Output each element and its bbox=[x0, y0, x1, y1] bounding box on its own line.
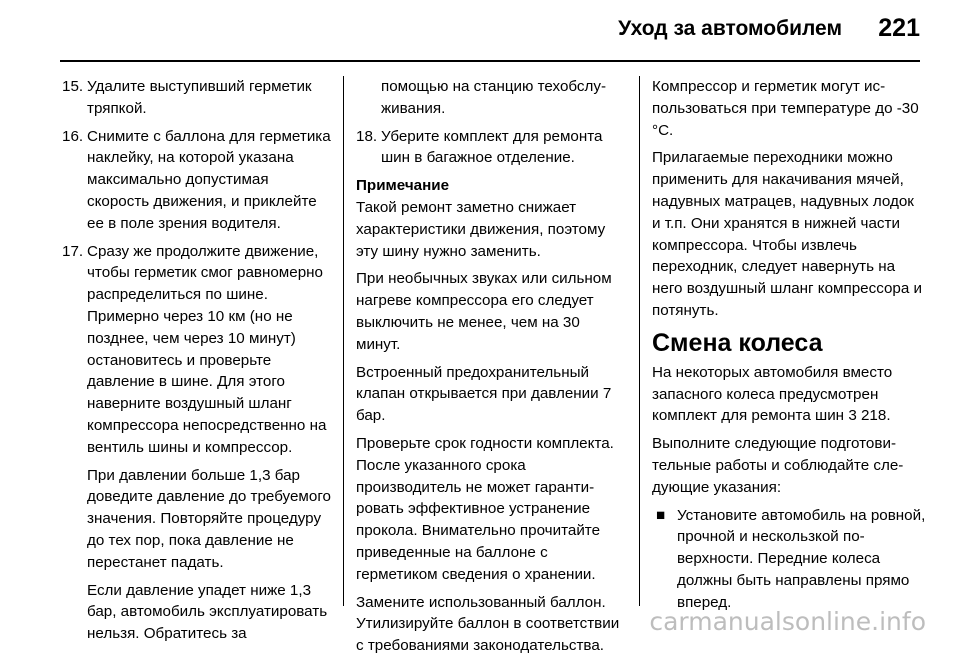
column-divider-2 bbox=[639, 76, 640, 606]
note-heading: Примечание bbox=[356, 177, 450, 195]
column-divider-1 bbox=[343, 76, 344, 606]
bullet-item bbox=[652, 505, 926, 614]
list-item-15 bbox=[62, 76, 334, 120]
watermark: carmanualsonline.info bbox=[649, 607, 926, 636]
section-paragraph: Выполните следующие подготовительные работы и соблюдайте следующие указания: bbox=[652, 435, 904, 496]
note-paragraph: Замените использованный баллон. Утилизируйте баллон в соответствии с требованиями законодательства. bbox=[356, 593, 620, 655]
list-item-17 bbox=[62, 241, 334, 459]
item-text: Удалите выступивший герметик тряпкой. bbox=[87, 78, 312, 117]
item-number: 18. bbox=[356, 127, 378, 145]
item-17-paragraph-2: При давлении больше 1,3 бар доведите давление до требуемого значения. Повторяйте процедуру до тех пор, пока давление не перестанет падать. bbox=[87, 466, 331, 571]
page-number: 221 bbox=[878, 14, 920, 42]
bullet-text: Установите автомобиль на ровной, прочной и нескользкой поверхности. Передние колеса должны быть направлены прямо вперед. bbox=[677, 506, 926, 611]
paragraph: Прилагаемые переходники можно применить для накачивания мячей, надувных матрацев, надувных лодок и т.п. Они хранятся в нижней части компрессора. Чтобы извлечь переходник, следует навернуть на него воздушный шланг компрессора и потянуть. bbox=[652, 149, 923, 319]
item-17-continuation: помощью на станцию техобслуживания. bbox=[381, 78, 607, 117]
column-3 bbox=[652, 76, 926, 620]
page-reference-link[interactable]: 3 218. bbox=[848, 407, 891, 425]
item-number: 17. bbox=[62, 242, 84, 260]
list-item-18 bbox=[356, 126, 626, 170]
bullet-square-icon: ■ bbox=[656, 506, 666, 524]
list-item-16 bbox=[62, 126, 334, 235]
note-paragraph: Встроенный предохранительный клапан открывается при давлении 7 бар. bbox=[356, 363, 612, 425]
item-number: 15. bbox=[62, 78, 84, 95]
item-text: Снимите с баллона для герметика наклейку, на которой указана максимально допустимая скорость движения, и приклейте ее в поле зрения водителя. bbox=[87, 127, 331, 232]
note-paragraph: При необычных звуках или сильном нагреве компрессора его следует выключить не менее, чем на 30 минут. bbox=[356, 270, 612, 353]
item-17-paragraph-3: Если давление упадет ниже 1,3 бар, автомобиль эксплуатировать нельзя. Обратитесь за bbox=[87, 581, 328, 643]
section-title: Смена колеса bbox=[652, 328, 823, 357]
item-text: Уберите комплект для ремонта шин в багажное отделение. bbox=[381, 127, 603, 167]
paragraph: Компрессор и герметик могут использоваться при температуре до -30 °C. bbox=[652, 78, 919, 139]
section-paragraph bbox=[652, 362, 926, 427]
section-paragraph-text: На некоторых автомобиля вместо запасного колеса предусмотрен комплект для ремонта шин bbox=[652, 363, 893, 425]
page-header bbox=[0, 0, 960, 62]
page-title: Уход за автомобилем bbox=[618, 17, 842, 40]
header-divider bbox=[60, 60, 920, 62]
note-paragraph: Такой ремонт заметно снижает характеристики движения, поэтому эту шину нужно заменить. bbox=[356, 198, 606, 260]
column-1 bbox=[62, 76, 334, 651]
note-paragraph: Проверьте срок годности комплекта. После указанного срока производитель не может гарантировать эффективное устранение прокола. Внимательно прочитайте приведенные на баллоне с герметиком сведения о хранении. bbox=[356, 434, 614, 583]
column-2 bbox=[356, 76, 626, 663]
item-number: 16. bbox=[62, 127, 84, 145]
item-text: Сразу же продолжите движение, чтобы герметик смог равномерно распределиться по шине. Примерно через 10 км (но не позднее, чем через 10 минут) остановитесь и проверьте давление в шине. Для этого наверните воздушный шланг компрессора непосредственно на вентиль шины и компрессор. bbox=[87, 242, 327, 456]
